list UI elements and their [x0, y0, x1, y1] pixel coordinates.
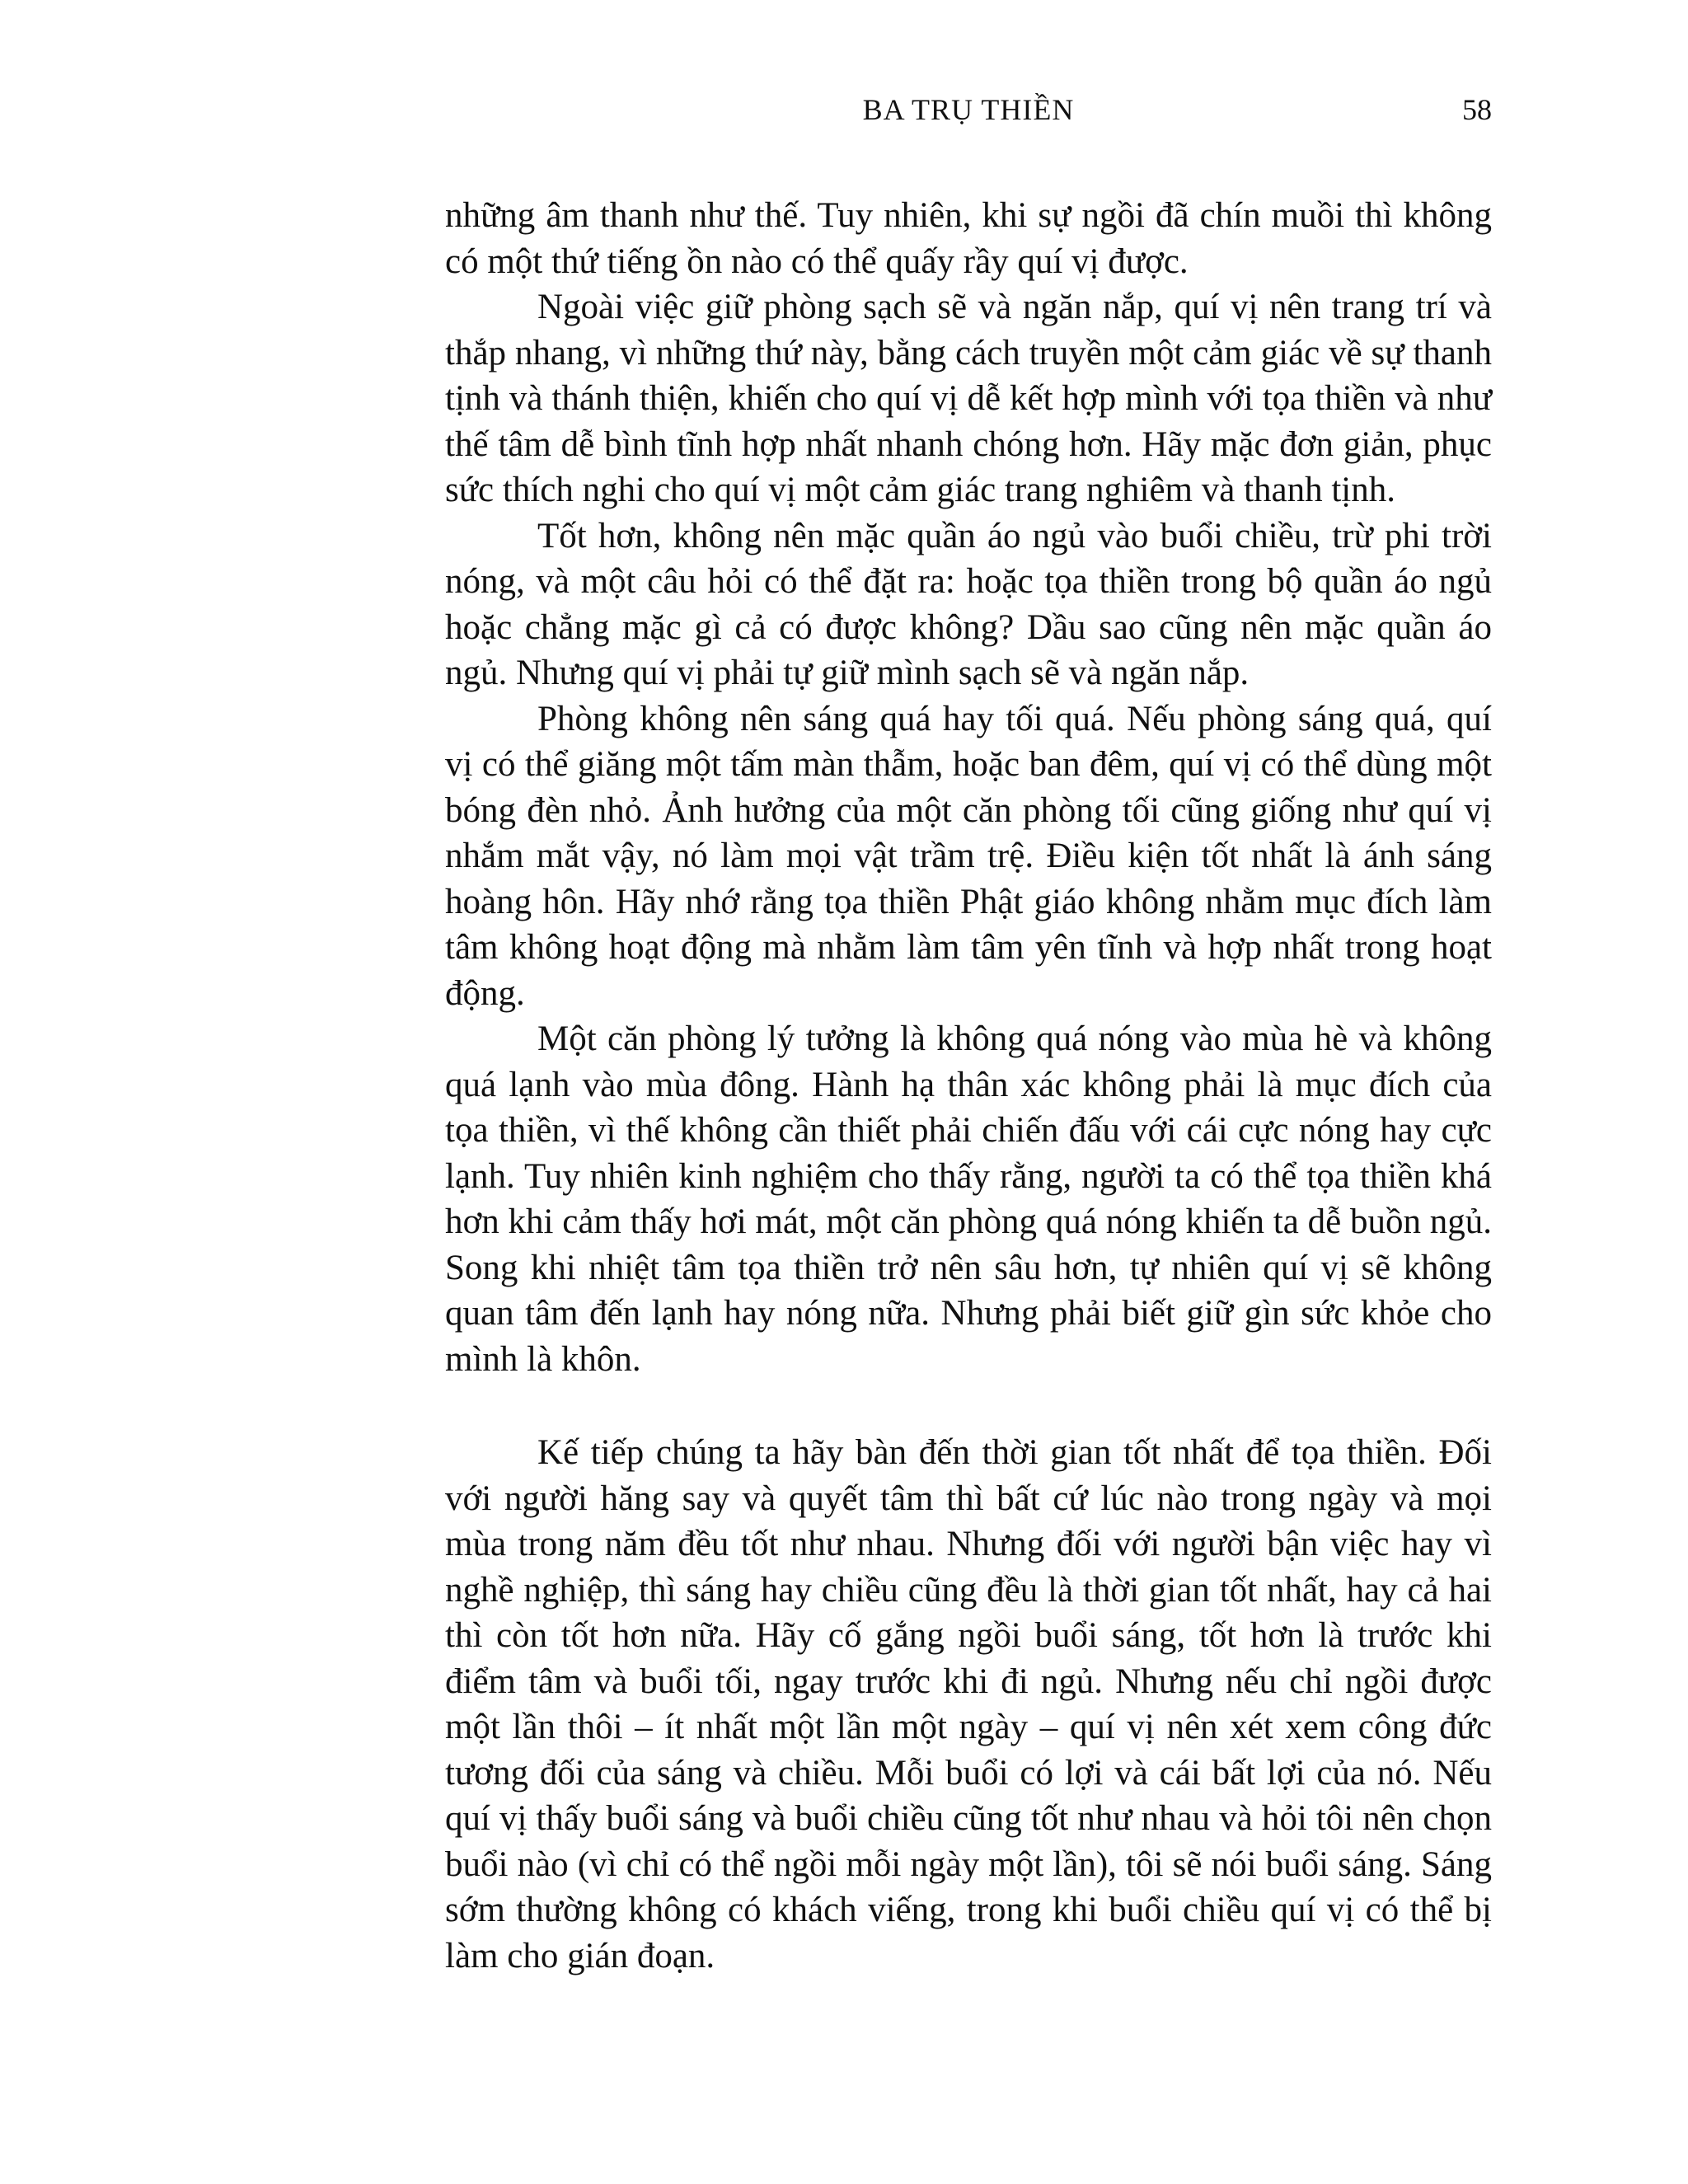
paragraph-sleepwear: Tốt hơn, không nên mặc quần áo ngủ vào buổi chiều, trừ phi trời nóng, và một câu hỏi có thể đặt ra: hoặc tọa thiền trong bộ quần áo ngủ hoặc chẳng mặc gì cả có được không? Dầu sao cũng nên mặc quần áo ngủ. Nhưng quí vị phải tự giữ mình sạch sẽ và ngăn nắp. — [445, 516, 1492, 692]
paragraph-lighting: Phòng không nên sáng quá hay tối quá. Nếu phòng sáng quá, quí vị có thể giăng một tấm màn thẫm, hoặc ban đêm, quí vị có thể dùng một bóng đèn nhỏ. Ảnh hưởng của một căn phòng tối cũng giống như quí vị nhắm mắt vậy, nó làm mọi vật trầm trệ. Điều kiện tốt nhất là ánh sáng hoàng hôn. Hãy nhớ rằng tọa thiền Phật giáo không nhằm mục đích làm tâm không hoạt động mà nhằm làm tâm yên tĩnh và hợp nhất trong hoạt động. — [445, 699, 1492, 1013]
paragraph-continuation: những âm thanh như thế. Tuy nhiên, khi sự ngồi đã chín muồi thì không có một thứ tiếng ồn nào có thể quấy rầy quí vị được. — [445, 196, 1492, 281]
text-body — [445, 193, 1492, 1979]
page-header — [445, 92, 1492, 142]
paragraph-best-time: Kế tiếp chúng ta hãy bàn đến thời gian tốt nhất để tọa thiền. Đối với người hăng say và quyết tâm thì bất cứ lúc nào trong ngày và mọi mùa trong năm đều tốt như nhau. Nhưng đối với người bận việc hay vì nghề nghiệp, thì sáng hay chiều cũng đều là thời gian tốt nhất, hay cả hai thì còn tốt hơn nữa. Hãy cố gắng ngồi buổi sáng, tốt hơn là trước khi điểm tâm và buổi tối, ngay trước khi đi ngủ. Nhưng nếu chỉ ngồi được một lần thôi – ít nhất một lần một ngày – quí vị nên xét xem công đức tương đối của sáng và chiều. Mỗi buổi có lợi và cái bất lợi của nó. Nếu quí vị thấy buổi sáng và buổi chiều cũng tốt như nhau và hỏi tôi nên chọn buổi nào (vì chỉ có thể ngồi mỗi ngày một lần), tôi sẽ nói buổi sáng. Sáng sớm thường không có khách viếng, trong khi buổi chiều quí vị có thể bị làm cho gián đoạn. — [445, 1433, 1492, 1975]
running-title: BA TRỤ THIỀN — [862, 93, 1075, 126]
paragraph-temperature: Một căn phòng lý tưởng là không quá nóng vào mùa hè và không quá lạnh vào mùa đông. Hành hạ thân xác không phải là mục đích của tọa thiền, vì thế không cần thiết phải chiến đấu với cái cực nóng hay cực lạnh. Tuy nhiên kinh nghiệm cho thấy rằng, người ta có thể tọa thiền khá hơn khi cảm thấy hơi mát, một căn phòng quá nóng khiến ta dễ buồn ngủ. Song khi nhiệt tâm tọa thiền trở nên sâu hơn, tự nhiên quí vị sẽ không quan tâm đến lạnh hay nóng nữa. Nhưng phải biết giữ gìn sức khỏe cho mình là khôn. — [445, 1019, 1492, 1379]
paragraph-room-decoration: Ngoài việc giữ phòng sạch sẽ và ngăn nắp, quí vị nên trang trí và thắp nhang, vì những thứ này, bằng cách truyền một cảm giác về sự thanh tịnh và thánh thiện, khiến cho quí vị dễ kết hợp mình với tọa thiền và như thế tâm dễ bình tĩnh hợp nhất nhanh chóng hơn. Hãy mặc đơn giản, phục sức thích nghi cho quí vị một cảm giác trang nghiêm và thanh tịnh. — [445, 288, 1492, 509]
page-number: 58 — [1462, 93, 1492, 126]
